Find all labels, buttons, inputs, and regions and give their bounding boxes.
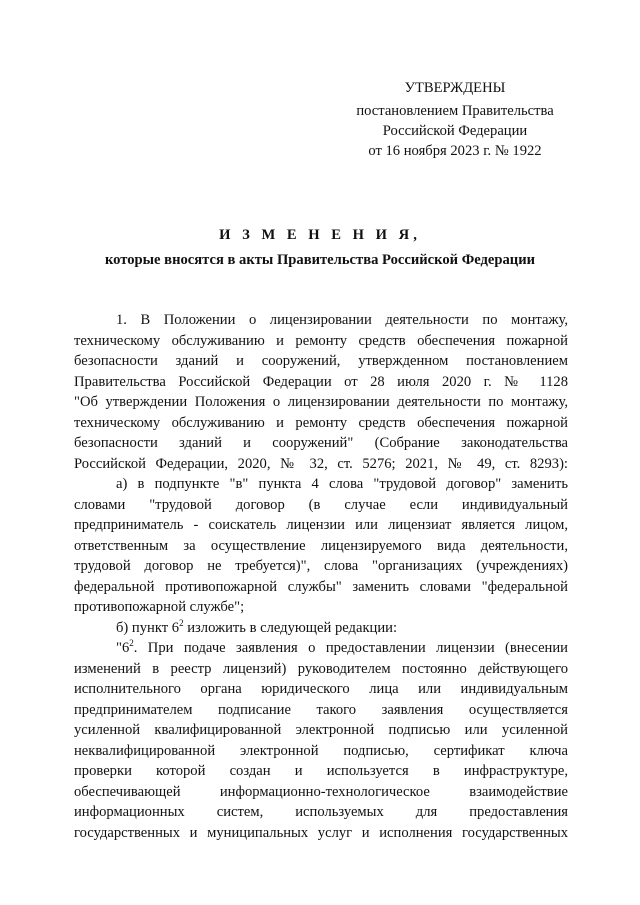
approval-stamp	[340, 78, 570, 161]
body-text: "6	[116, 640, 130, 656]
body-line: ответственным за осуществление лицензируемого вида деятельности,	[74, 537, 568, 554]
body-text: изложить в следующей редакции:	[183, 619, 398, 636]
body-line: словами "трудовой договор (в случае если индивидуальный	[74, 496, 568, 513]
body-text: б) пункт 6	[116, 619, 180, 636]
body-line: безопасности зданий и сооружений" (Собрание законодательства	[74, 435, 568, 451]
body-line: изменений в реестр лицензий) руководителем постоянно действующего	[74, 660, 568, 677]
body-line: Правительства Российской Федерации от 28 июля 2020 г. № 1128	[74, 373, 568, 390]
document-title-block	[40, 227, 600, 269]
body-line: безопасности зданий и сооружений, утвержденном постановлением	[74, 353, 568, 369]
approval-heading: УТВЕРЖДЕНЫ	[404, 80, 506, 96]
body-line: "Об утверждении Положения о лицензировании деятельности по монтажу,	[74, 394, 568, 410]
body-line: техническому обслуживанию и ремонту средств обеспечения пожарной	[74, 332, 568, 349]
body-line: техническому обслуживанию и ремонту средств обеспечения пожарной	[74, 414, 568, 431]
body-line: исполнительного органа юридического лица или индивидуальным	[74, 681, 568, 697]
document-title: И З М Е Н Е Н И Я,	[219, 227, 421, 243]
body-line: Российской Федерации, 2020, № 32, ст. 5276; 2021, № 49, ст. 8293):	[74, 455, 568, 472]
superscript: 2	[129, 638, 134, 649]
body-line: обеспечивающей информационно-технологическое взаимодействие	[74, 783, 568, 800]
body-line: противопожарной службе";	[74, 599, 245, 615]
body-line: неквалифицированной электронной подписью, сертификат ключа	[74, 742, 568, 759]
body-line: а) в подпункте "в" пункта 4 слова "трудовой договор" заменить	[116, 476, 568, 492]
body-line: трудовой договор не требуется)", слова "организациях (учреждениях)	[74, 558, 568, 574]
document-subtitle: которые вносятся в акты Правительства Российской Федерации	[104, 252, 536, 268]
body-line	[74, 618, 568, 639]
body-line: 1. В Положении о лицензировании деятельности по монтажу,	[116, 312, 568, 328]
approval-line: от 16 ноября 2023 г. № 1922	[368, 143, 542, 159]
body-line: проверки которой создан и используется в инфраструктуре,	[74, 763, 568, 779]
body-line: федеральной противопожарной службы" заменить словами "федеральной	[74, 578, 568, 595]
approval-line: постановлением Правительства	[356, 103, 554, 119]
document-body	[74, 310, 568, 843]
body-line: предприниматель - соискатель лицензии или лицензиат является лицом,	[74, 517, 568, 533]
body-line: усиленной квалифицированной электронной подписью или усиленной	[74, 722, 568, 738]
body-line: информационных систем, используемых для предоставления	[74, 804, 568, 820]
body-line: государственных и муниципальных услуг и исполнения государственных	[74, 824, 568, 841]
superscript: 2	[179, 617, 184, 628]
body-line	[74, 638, 568, 659]
approval-line: Российской Федерации	[382, 123, 528, 139]
body-line: предпринимателем подписание такого заявления осуществляется	[74, 701, 568, 718]
body-text: . При подаче заявления о предоставлении лицензии (внесении	[133, 640, 568, 656]
